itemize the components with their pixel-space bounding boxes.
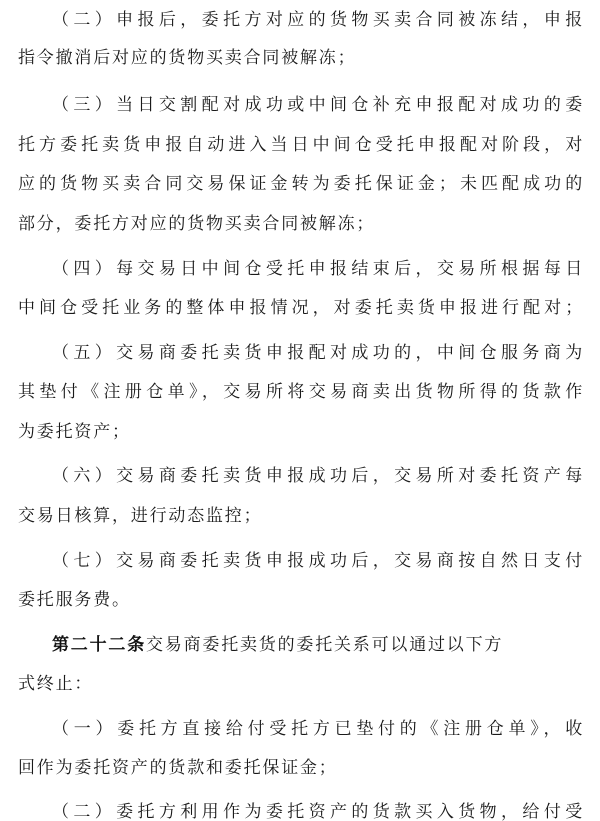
paragraph-line: 委托服务费。	[18, 590, 131, 610]
paragraph-line: 回作为委托资产的货款和委托保证金；	[18, 758, 338, 778]
paragraph-line: 交易日核算，进行动态监控；	[18, 506, 263, 526]
paragraph-line: 托方委托卖货申报自动进入当日中间仓受托申报配对阶段，对	[18, 135, 584, 155]
paragraph-line: 式终止：	[18, 674, 94, 694]
article-line	[52, 630, 584, 660]
paragraph-line: （二）委托方利用作为委托资产的货款买入货物，给付受	[52, 802, 584, 821]
paragraph-line: （六）交易商委托卖货申报成功后，交易所对委托资产每	[52, 466, 584, 486]
article-text: 交易商委托卖货的委托关系可以通过以下方	[146, 635, 504, 655]
paragraph-line: 部分，委托方对应的货物买卖合同被解冻；	[18, 214, 376, 234]
paragraph-line: 其垫付《注册仓单》，交易所将交易商卖出货物所得的货款作	[18, 382, 584, 402]
paragraph-line: （四）每交易日中间仓受托申报结束后，交易所根据每日	[52, 259, 584, 279]
paragraph-line: 为委托资产；	[18, 422, 131, 442]
paragraph-line: （三）当日交割配对成功或中间仓补充申报配对成功的委	[52, 95, 584, 115]
paragraph-line: （一）委托方直接给付受托方已垫付的《注册仓单》，收	[52, 719, 584, 739]
paragraph-line: （五）交易商委托卖货申报配对成功的，中间仓服务商为	[52, 343, 584, 363]
article-heading: 第二十二条	[52, 635, 146, 655]
paragraph-line: （七）交易商委托卖货申报成功后，交易商按自然日支付	[52, 551, 584, 571]
paragraph-line: 应的货物买卖合同交易保证金转为委托保证金；未匹配成功的	[18, 174, 584, 194]
paragraph-line: 中间仓受托业务的整体申报情况，对委托卖货申报进行配对；	[18, 298, 584, 318]
paragraph-line: （二）申报后，委托方对应的货物买卖合同被冻结，申报	[52, 10, 584, 30]
paragraph-line: 指令撤消后对应的货物买卖合同被解冻；	[18, 48, 357, 68]
